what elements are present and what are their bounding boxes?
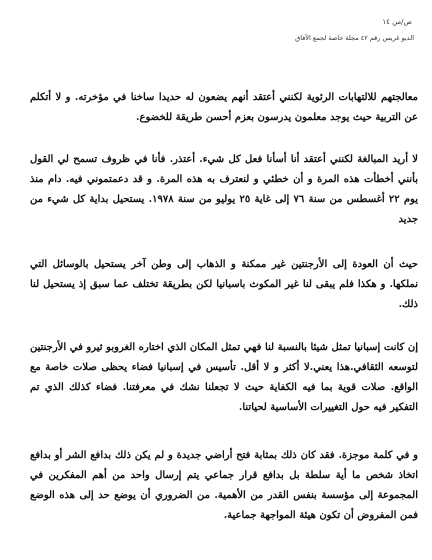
page-header: الديو غريس رقم ٤٢ مجلة خاصة لجمع الآفاق (295, 34, 414, 42)
paragraph-5: و في كلمة موجزة. فقد كان ذلك بمثابة فتح أراضي جديدة و لم يكن ذلك بدافع الشر أو بدافع اتخاذ شخص ما أية سلطة بل بدافع قرار جماعي يتم إرسال واحد من أهم المفكرين في المجموعة إلى مؤسسة بنفس القدر من الأهمية. من الضروري أن يوضع حد إلى هذه الوضع فمن المفروض أن تكون هيئة المواجهة جماعية. (30, 450, 418, 521)
paragraph-2: لا أريد المبالغة لكنني أعتقد أنا أسأنا فعل كل شيء. أعتذر. فأنا في ظروف تسمح لي القول بأنني أخطأت هذه المرة و أن خطئي و لنعترف به هذه المرة. و قد دعمتموني فيه. دام منذ يوم ٢٢ أغسطس من سنة ٧٦ إلى غاية ٢٥ يوليو من سنة ١٩٧٨. يستحيل بداية كل شيء من جديد (30, 154, 419, 225)
paragraph-4: إن كانت إسبانيا تمثل شيئا بالنسبة لنا فهي تمثل المكان الذي اختاره الغروبو ثيرو في الأرجنتين لتوسعه الثقافي.هذا يعني.لا أكثر و لا أقل. تأسيس في إسبانيا فضاء يحظى صلات خاصة مع الواقع. صلات قوية بما فيه الكفاية حيث لا تجعلنا نشك في معرفتنا. فضاء كذلك الذي تم التفكير فيه حول التغييرات الأساسية لحياتنا. (30, 342, 418, 413)
paragraph-1: معالجتهم للالتهابات الرئوية لكنني أعتقد أنهم يضعون له حديدا ساخنا في مؤخرته. و لا أتكلم عن التربية حيث يوجد معلمون يدرسون بعزم أحسن طريقة للخضوع. (30, 92, 418, 123)
paragraph-3: حيث أن العودة إلى الأرجنتين غير ممكنة و الذهاب إلى وطن آخر يستحيل بالوسائل التي نملكها. و هكذا فلم يبقى لنا غير المكوث باسبانيا لكن بطريقة تختلف عما سبق إذ يستحيل لنا ذلك. (30, 259, 418, 310)
page-number: ص/من ١٤ (382, 18, 412, 26)
